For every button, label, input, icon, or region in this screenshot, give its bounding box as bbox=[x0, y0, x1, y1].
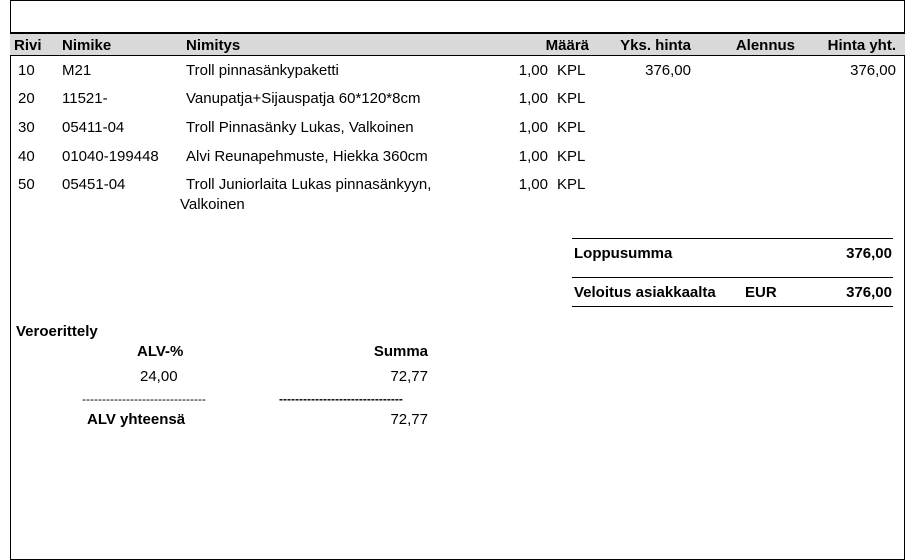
table-header-underline bbox=[10, 55, 905, 56]
col-header-alennus: Alennus bbox=[735, 37, 795, 54]
invoice-frame bbox=[10, 0, 905, 560]
totals-rule-top bbox=[572, 238, 893, 239]
vat-amount: 72,77 bbox=[390, 368, 428, 385]
row-maara: 1,00 bbox=[518, 90, 548, 107]
loppusumma-label: Loppusumma bbox=[574, 245, 673, 262]
totals-rule-bottom bbox=[572, 306, 893, 307]
row-nimitys-continued: Valkoinen bbox=[180, 196, 245, 213]
row-maara: 1,00 bbox=[518, 148, 548, 165]
vat-summa-header: Summa bbox=[373, 343, 428, 360]
vat-total-amount: 72,77 bbox=[390, 411, 428, 428]
veloitus-value: 376,00 bbox=[846, 284, 892, 301]
totals-rule-middle bbox=[572, 277, 893, 278]
row-nimitys: Troll pinnasänkypaketti bbox=[186, 62, 339, 79]
row-nimike: 01040-199448 bbox=[62, 148, 159, 165]
row-nimitys: Troll Pinnasänky Lukas, Valkoinen bbox=[186, 119, 414, 136]
vat-alv-header: ALV-% bbox=[137, 343, 184, 360]
col-header-nimitys: Nimitys bbox=[186, 37, 241, 54]
veloitus-label: Veloitus asiakkaalta bbox=[574, 284, 716, 301]
loppusumma-value: 376,00 bbox=[846, 245, 892, 262]
vat-title: Veroerittely bbox=[16, 323, 98, 340]
vat-dash-separator-left: ------------------------------- bbox=[82, 392, 206, 406]
row-rivi: 50 bbox=[18, 176, 35, 193]
row-rivi: 20 bbox=[18, 90, 35, 107]
row-nimike: 11521- bbox=[62, 90, 108, 107]
col-header-hinta-yht: Hinta yht. bbox=[827, 37, 896, 54]
col-header-yks-hinta: Yks. hinta bbox=[620, 37, 691, 54]
row-yksikko: KPL bbox=[557, 62, 586, 79]
row-yksikko: KPL bbox=[557, 90, 586, 107]
row-rivi: 30 bbox=[18, 119, 35, 136]
row-yksikko: KPL bbox=[557, 148, 586, 165]
row-maara: 1,00 bbox=[518, 176, 548, 193]
vat-total-label: ALV yhteensä bbox=[87, 411, 186, 428]
col-header-maara: Määrä bbox=[545, 37, 589, 54]
currency-label: EUR bbox=[745, 284, 777, 301]
row-yks-hinta: 376,00 bbox=[645, 62, 691, 79]
col-header-rivi: Rivi bbox=[14, 37, 42, 54]
row-nimike: 05451-04 bbox=[62, 176, 126, 193]
row-rivi: 40 bbox=[18, 148, 35, 165]
vat-dash-separator-right: ------------------------------- bbox=[279, 392, 403, 406]
row-nimitys: Vanupatja+Sijauspatja 60*120*8cm bbox=[186, 90, 421, 107]
row-yksikko: KPL bbox=[557, 176, 586, 193]
row-nimitys: Troll Juniorlaita Lukas pinnasänkyyn, bbox=[186, 176, 432, 193]
row-maara: 1,00 bbox=[518, 119, 548, 136]
row-nimike: 05411-04 bbox=[62, 119, 125, 136]
row-maara: 1,00 bbox=[518, 62, 548, 79]
row-nimitys: Alvi Reunapehmuste, Hiekka 360cm bbox=[186, 148, 428, 165]
row-rivi: 10 bbox=[18, 62, 35, 79]
col-header-nimike: Nimike bbox=[62, 37, 112, 54]
row-yksikko: KPL bbox=[557, 119, 586, 136]
vat-rate: 24,00 bbox=[140, 368, 178, 385]
row-hinta-yht: 376,00 bbox=[850, 62, 896, 79]
row-nimike: M21 bbox=[62, 62, 92, 79]
